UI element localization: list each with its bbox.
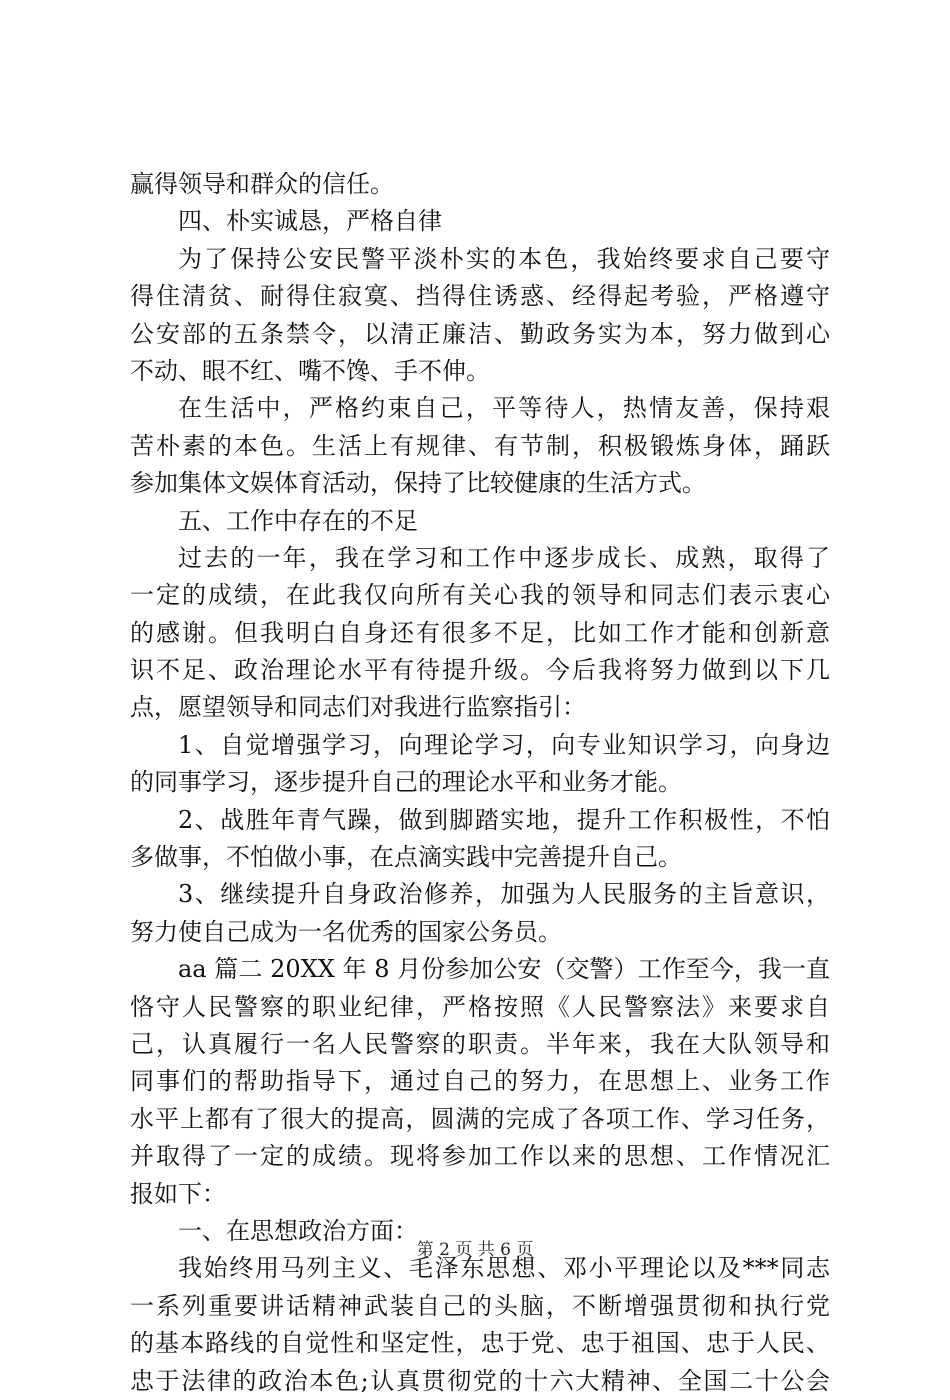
text-line: 在生活中，严格约束自己，平等待人，热情友善，保持艰 — [178, 394, 830, 423]
text-line: 忠于法律的政治本色;认真贯彻党的十六大精神、全国二十公会 — [130, 1366, 830, 1395]
text-line: 一、在思想政治方面： — [178, 1216, 418, 1245]
text-line: 多做事，不怕做小事，在点滴实践中完善提升自己。 — [130, 843, 682, 872]
text-line: 五、工作中存在的不足 — [178, 506, 418, 535]
text-line: 识不足、政治理论水平有待提升级。今后我将努力做到以下几 — [130, 656, 830, 685]
text-line: 的同事学习，逐步提升自己的理论水平和业务才能。 — [130, 768, 682, 797]
text-line: 过去的一年，我在学习和工作中逐步成长、成熟，取得了 — [178, 543, 830, 572]
text-line: 3、继续提升自身政治修养，加强为人民服务的主旨意识， — [178, 880, 830, 909]
document-body — [130, 166, 830, 1400]
text-line: 1、自觉增强学习，向理论学习，向专业知识学习，向身边 — [178, 730, 830, 759]
text-line: 苦朴素的本色。生活上有规律、有节制，积极锻炼身体，踊跃 — [130, 431, 830, 460]
text-line: 公安部的五条禁令，以清正廉洁、勤政务实为本，努力做到心 — [130, 319, 830, 348]
text-line: 并取得了一定的成绩。现将参加工作以来的思想、工作情况汇 — [130, 1142, 830, 1171]
text-line: 四、朴实诚恳，严格自律 — [178, 207, 442, 236]
text-line: aa 篇二 20XX 年 8 月份参加公安（交警）工作至今，我一直 — [178, 955, 830, 984]
text-line: 报如下： — [130, 1179, 226, 1208]
text-line: 同事们的帮助指导下，通过自己的努力，在思想上、业务工作 — [130, 1067, 830, 1096]
text-line: 得住清贫、耐得住寂寞、挡得住诱惑、经得起考验，严格遵守 — [130, 282, 830, 311]
text-line: 2、战胜年青气躁，做到脚踏实地，提升工作积极性，不怕 — [178, 805, 830, 834]
text-line: 的感谢。但我明白自身还有很多不足，比如工作才能和创新意 — [130, 618, 830, 647]
text-line: 努力使自己成为一名优秀的国家公务员。 — [130, 917, 562, 946]
text-line: 己，认真履行一名人民警察的职责。半年来，我在大队领导和 — [130, 1029, 830, 1058]
text-line: 为了保持公安民警平淡朴实的本色，我始终要求自己要守 — [178, 244, 830, 273]
text-line: 一定的成绩，在此我仅向所有关心我的领导和同志们表示衷心 — [130, 581, 830, 610]
text-line: 水平上都有了很大的提高，圆满的完成了各项工作、学习任务， — [130, 1104, 830, 1133]
text-line: 恪守人民警察的职业纪律，严格按照《人民警察法》来要求自 — [130, 992, 830, 1021]
text-line: 赢得领导和群众的信任。 — [130, 170, 394, 198]
text-line: 一系列重要讲话精神武装自己的头脑，不断增强贯彻和执行党 — [130, 1291, 830, 1320]
page-footer: 第 2 页 共 6 页 — [416, 1240, 534, 1260]
text-line: 不动、眼不红、嘴不馋、手不伸。 — [130, 356, 490, 385]
text-line: 我始终用马列主义、毛泽东思想、邓小平理论以及***同志 — [178, 1254, 830, 1283]
text-line: 的基本路线的自觉性和坚定性，忠于党、忠于祖国、忠于人民、 — [130, 1329, 830, 1358]
text-line: 参加集体文娱体育活动，保持了比较健康的生活方式。 — [130, 469, 706, 498]
text-line: 点，愿望领导和同志们对我进行监察指引： — [130, 693, 586, 722]
